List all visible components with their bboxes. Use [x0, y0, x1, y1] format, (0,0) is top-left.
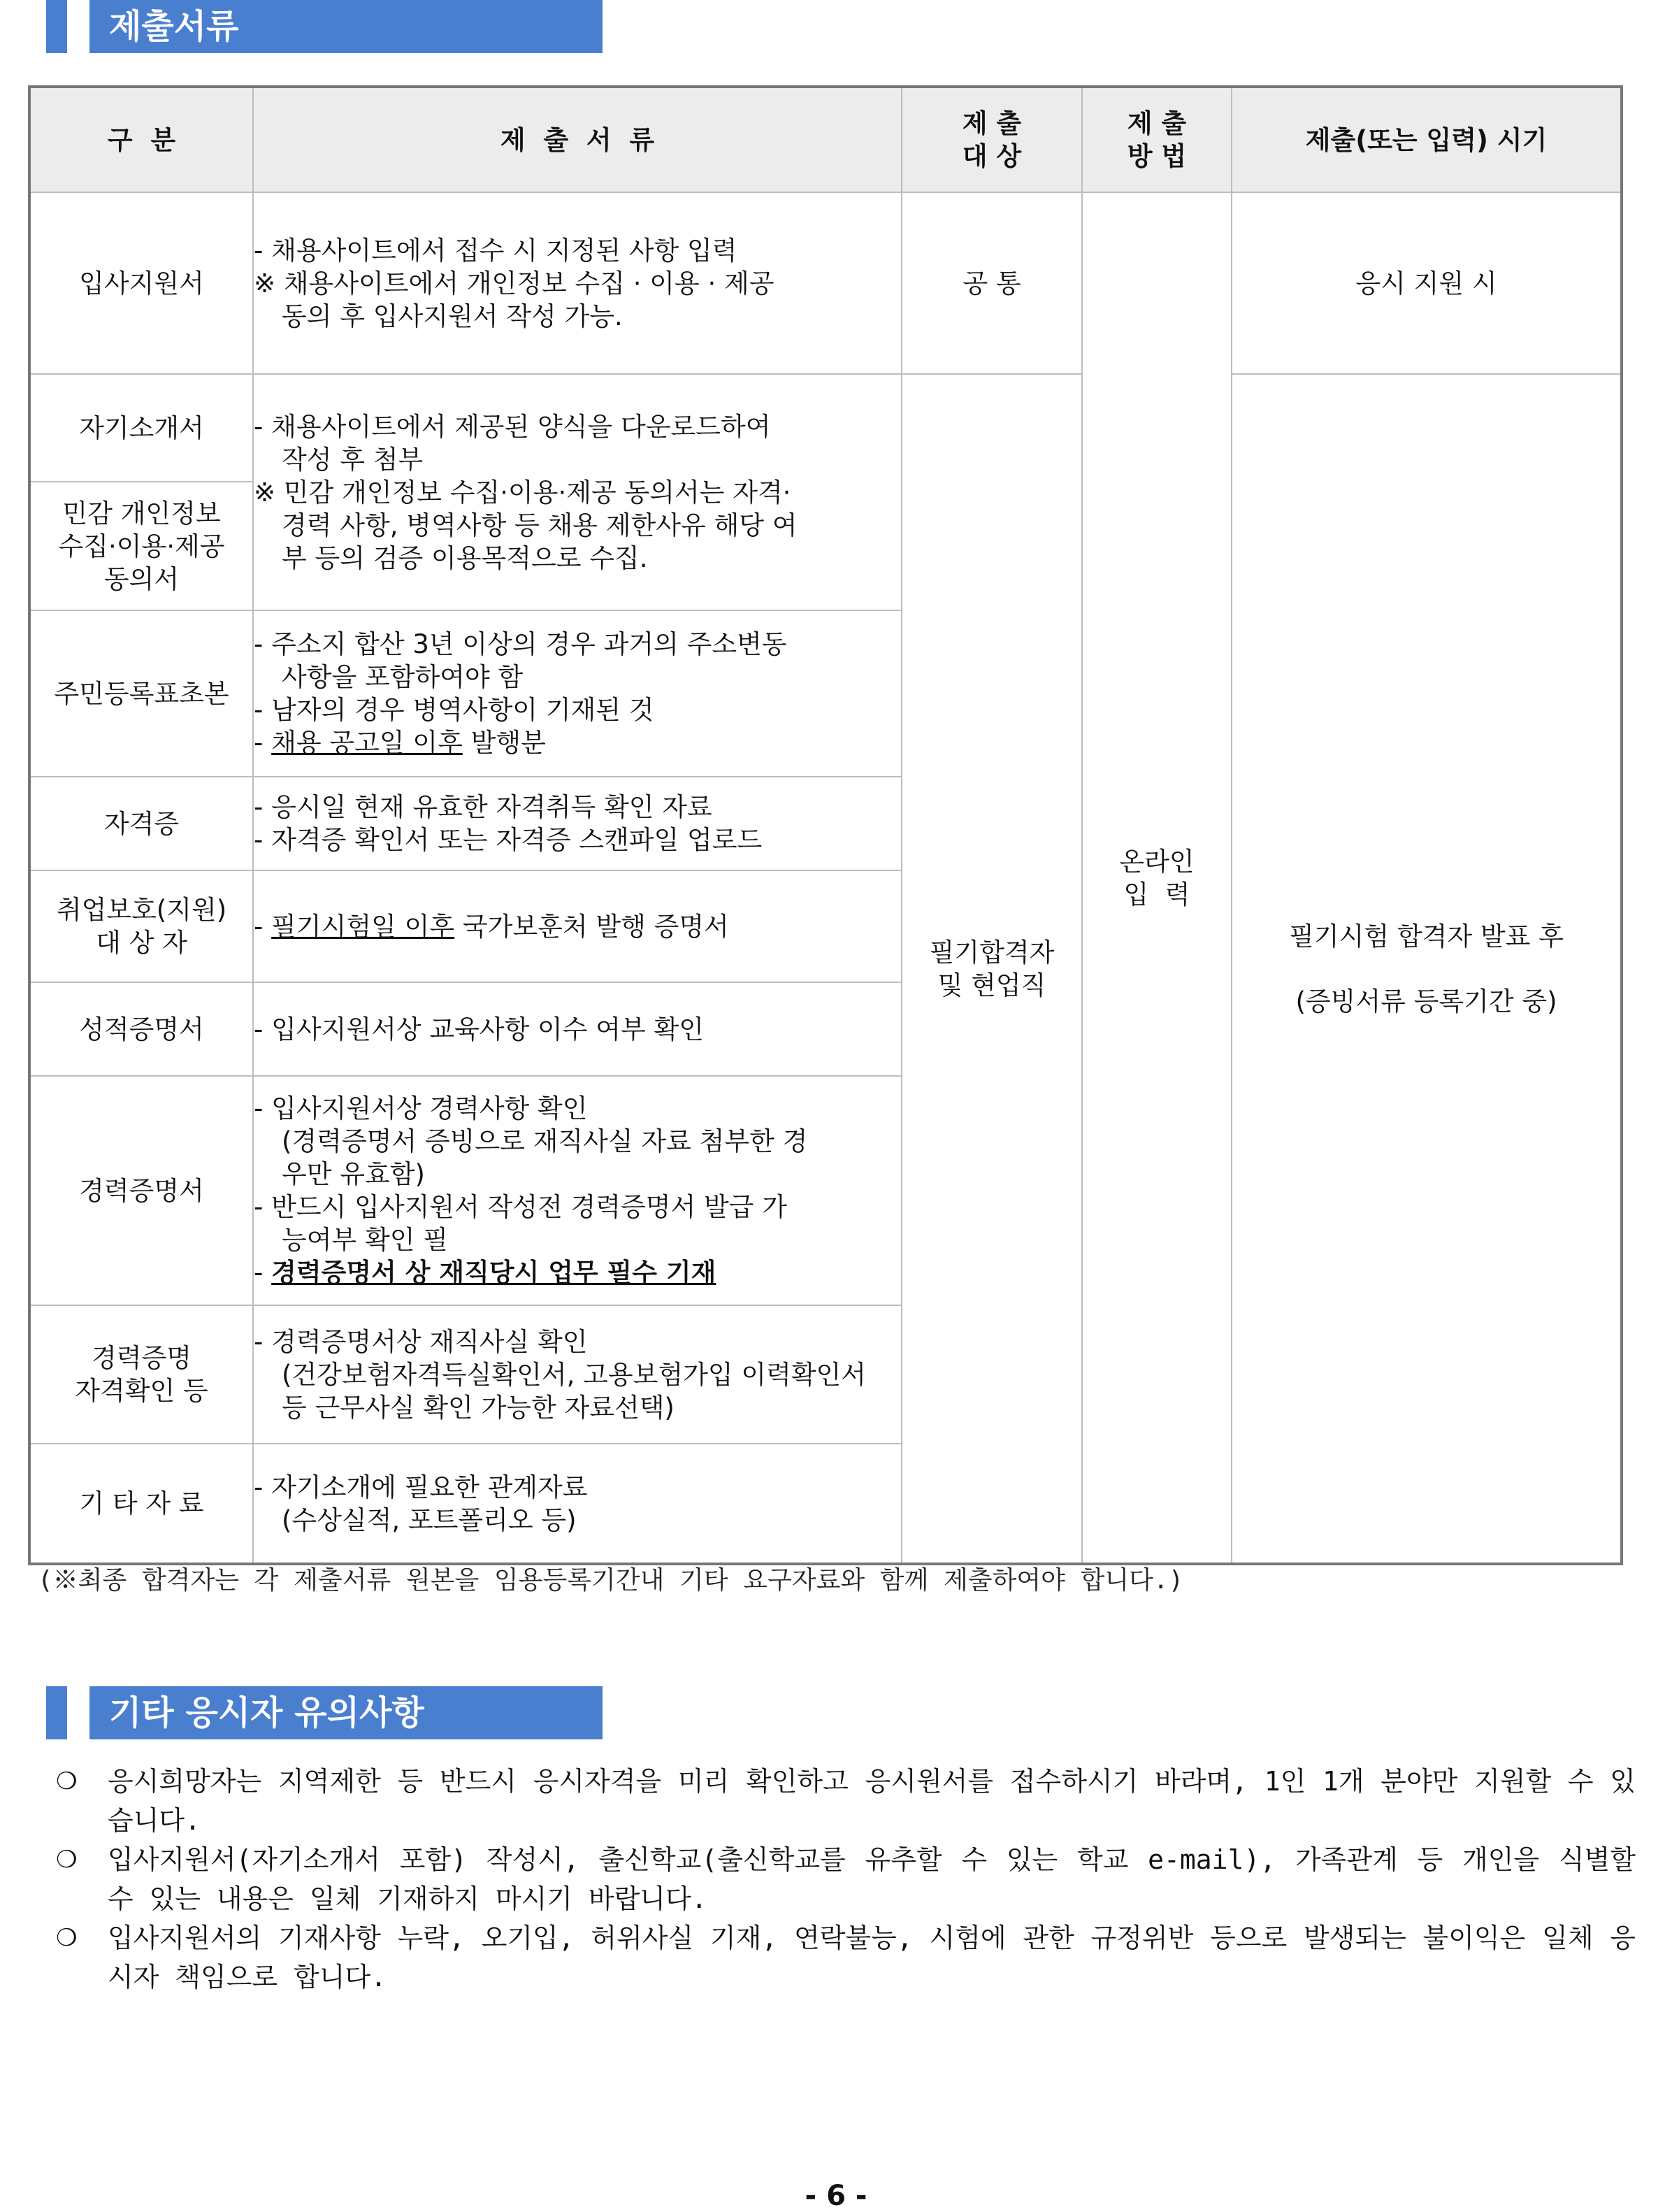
header-target: 제 출 대 상 — [902, 87, 1082, 192]
header-category: 구 분 — [29, 87, 253, 192]
list-item: ❍ 입사지원서의 기재사항 누락, 오기입, 허위사실 기재, 연락불능, 시험에 관한 규정위반 등으로 발생되는 불이익은 일체 응시자 책임으로 합니다. — [56, 1918, 1636, 1997]
row-name: 주민등록표초본 — [29, 610, 253, 777]
row-timing: 응시 지원 시 — [1232, 192, 1622, 374]
section-title: 기타 응시자 유의사항 — [89, 1686, 603, 1739]
timing-written-pass: 필기시험 합격자 발표 후 (증빙서류 등록기간 중) — [1232, 374, 1622, 1564]
hollow-circle-icon: ❍ — [56, 1767, 78, 1795]
table-header-row — [29, 87, 1622, 192]
table-row — [29, 374, 1622, 482]
list-item: ❍ 응시희망자는 지역제한 등 반드시 응시자격을 미리 확인하고 응시원서를 접수하시기 바라며, 1인 1개 분야만 지원할 수 있습니다. — [56, 1762, 1636, 1840]
row-name: 기 타 자 료 — [29, 1444, 253, 1564]
submission-method: 온라인 입 력 — [1082, 192, 1232, 1564]
notice-list — [56, 1762, 1636, 1997]
row-description: - 필기시험일 이후 국가보훈처 발행 증명서 — [253, 870, 902, 982]
row-description: - 입사지원서상 경력사항 확인 (경력증명서 증빙으로 재직사실 자료 첨부한 경 우만 유효함) - 반드시 입사지원서 작성전 경력증명서 발급 가 능여부 확인 필 - 경력증명서 상 재직당시 업무 필수 기재 — [253, 1076, 902, 1305]
header-timing: 제출(또는 입력) 시기 — [1232, 87, 1622, 192]
page-number: - 6 - — [805, 2180, 867, 2212]
target-written-pass: 필기합격자 및 현업직 — [902, 374, 1082, 1564]
row-description: - 입사지원서상 교육사항 이수 여부 확인 — [253, 982, 902, 1076]
row-name: 민감 개인정보 수집·이용·제공 동의서 — [29, 482, 253, 610]
row-name: 취업보호(지원) 대 상 자 — [29, 870, 253, 982]
hollow-circle-icon: ❍ — [56, 1924, 78, 1952]
row-name: 자기소개서 — [29, 374, 253, 482]
final-submission-note: (※최종 합격자는 각 제출서류 원본을 임용등록기간내 기타 요구자료와 함께 제출하여야 합니다.) — [38, 1566, 1184, 1595]
row-name: 경력증명서 — [29, 1076, 253, 1305]
row-description: - 채용사이트에서 접수 시 지정된 사항 입력 ※ 채용사이트에서 개인정보 수집 · 이용 · 제공 동의 후 입사지원서 작성 가능. — [253, 192, 902, 374]
row-name: 경력증명 자격확인 등 — [29, 1305, 253, 1444]
row-target: 공 통 — [902, 192, 1082, 374]
row-name: 성적증명서 — [29, 982, 253, 1076]
section-header-accent — [46, 0, 67, 53]
row-description: - 주소지 합산 3년 이상의 경우 과거의 주소변동 사항을 포함하여야 함 - 남자의 경우 병역사항이 기재된 것 - 채용 공고일 이후 발행분 — [253, 610, 902, 777]
row-name: 입사지원서 — [29, 192, 253, 374]
list-item: ❍ 입사지원서(자기소개서 포함) 작성시, 출신학교(출신학교를 유추할 수 있는 학교 e-mail), 가족관계 등 개인을 식별할 수 있는 내용은 일체 기재하지 마시기 바랍니다. — [56, 1840, 1636, 1918]
header-method: 제 출 방 법 — [1082, 87, 1232, 192]
header-documents: 제 출 서 류 — [253, 87, 902, 192]
row-description: - 자기소개에 필요한 관계자료 (수상실적, 포트폴리오 등) — [253, 1444, 902, 1564]
hollow-circle-icon: ❍ — [56, 1846, 78, 1874]
row-description: - 채용사이트에서 제공된 양식을 다운로드하여 작성 후 첨부 ※ 민감 개인정보 수집·이용·제공 동의서는 자격· 경력 사항, 병역사항 등 채용 제한사유 해당 여 부 등의 검증 이용목적으로 수집. — [253, 374, 902, 610]
section-header-accent — [46, 1686, 67, 1739]
row-name: 자격증 — [29, 777, 253, 870]
row-description: - 응시일 현재 유효한 자격취득 확인 자료 - 자격증 확인서 또는 자격증 스캔파일 업로드 — [253, 777, 902, 870]
submission-documents-table — [28, 85, 1623, 1565]
section-title: 제출서류 — [89, 0, 603, 53]
row-description: - 경력증명서상 재직사실 확인 (건강보험자격득실확인서, 고용보험가입 이력확인서 등 근무사실 확인 가능한 자료선택) — [253, 1305, 902, 1444]
table-row — [29, 192, 1622, 374]
